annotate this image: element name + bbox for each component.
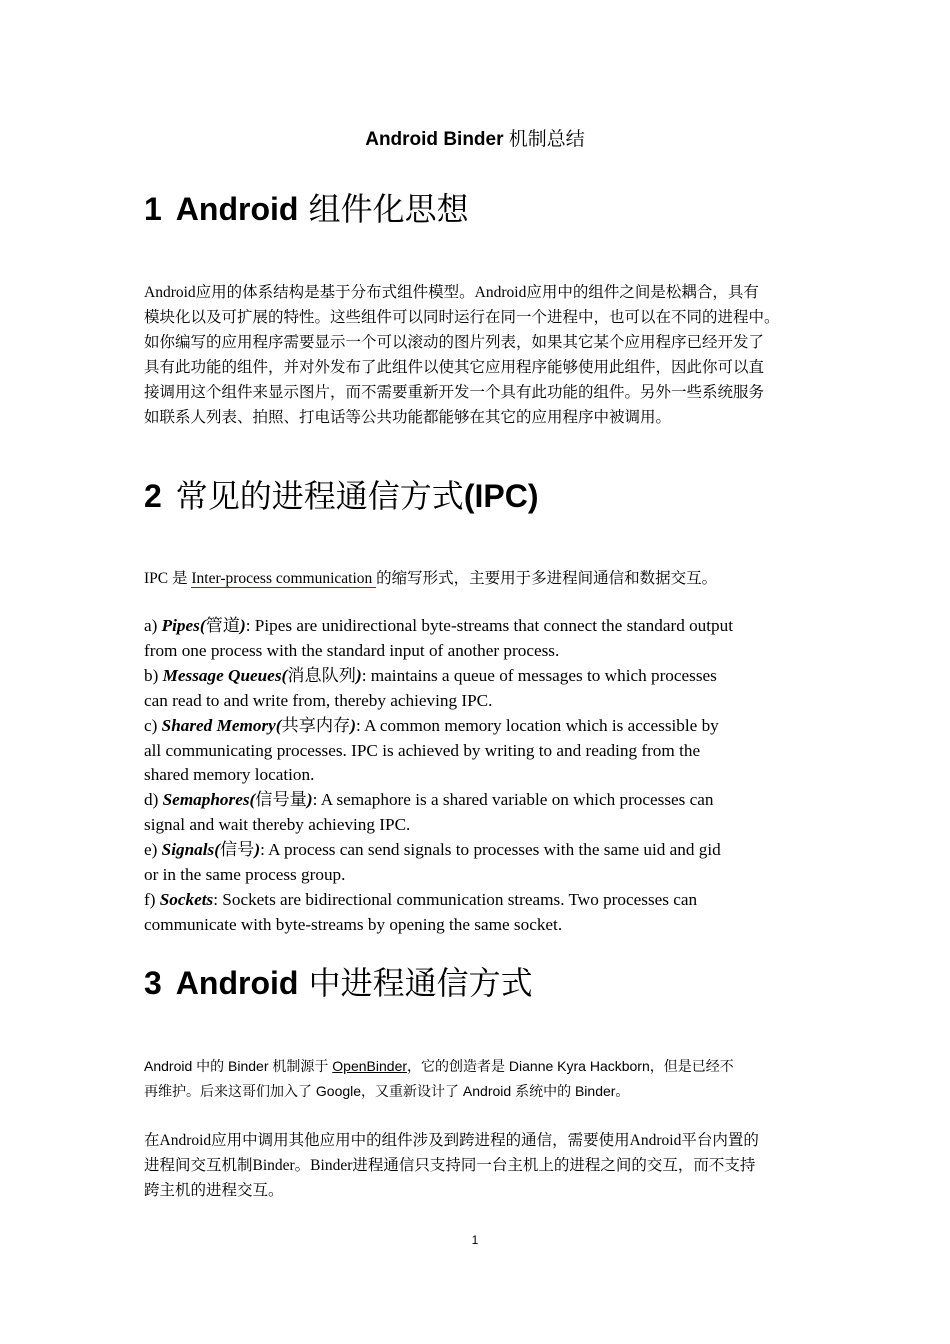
section-3-heading: 3 Android 中进程通信方式 <box>144 964 533 1002</box>
section-2-heading: 2 常见的进程通信方式(IPC) <box>144 477 539 515</box>
list-item: e) Signals(信号): A process can send signals to processes with the same uid and gid or in the same process group. <box>144 840 721 885</box>
section-3-paragraph-2: 在Android应用中调用其他应用中的组件涉及到跨进程的通信，需要使用Android平台内置的 进程间交互机制Binder。Binder进程通信只支持同一台主机上的进程之间的交互，而不支持 跨主机的进程交互。 <box>144 1132 759 1199</box>
section-1-heading: 1 Android 组件化思想 <box>144 190 469 228</box>
ipc-methods-list <box>144 614 824 938</box>
list-item: f) Sockets: Sockets are bidirectional communication streams. Two processes can communicate with byte-streams by opening the same socket. <box>144 889 698 934</box>
list-item: a) Pipes(管道): Pipes are unidirectional byte-streams that connect the standard output from one process with the standard input of another process. <box>144 616 734 660</box>
list-item: d) Semaphores(信号量): A semaphore is a shared variable on which processes can signal and wait thereby achieving IPC. <box>144 790 714 835</box>
section-1-paragraph: Android应用的体系结构是基于分布式组件模型。Android应用中的组件之间是松耦合，具有 模块化以及可扩展的特性。这些组件可以同时运行在同一个进程中，也可以在不同的进程中。 如你编写的应用程序需要显示一个可以滚动的图片列表，如果其它某个应用程序已经开发了 具有此功能的组件，并对外发布了此组件以使其它应用程序能够使用此组件，因此你可以直 接调用这个组件来显示图片，而不需要重新开发一个具有此功能的组件。另外一些系统服务 如联系人列表、拍照、打电话等公共功能都能够在其它的应用程序中被调用。 <box>144 284 780 426</box>
section-2-intro: IPC 是 Inter-process communication 的缩写形式，主要用于多进程间通信和数据交互。 <box>144 570 718 587</box>
section-3-paragraph-1: Android 中的 Binder 机制源于 OpenBinder，它的创造者是 Dianne Kyra Hackborn，但是已经不 再维护。后来这哥们加入了 Google，又重新设计了 Android 系统中的 Binder。 <box>144 1058 734 1099</box>
page-number: 1 <box>471 1233 479 1247</box>
document-title: Android Binder 机制总结 <box>365 129 585 150</box>
ipc-definition-link[interactable]: Inter-process communication <box>191 570 377 587</box>
list-item: c) Shared Memory(共享内存): A common memory location which is accessible by all communicating processes. IPC is achieved by writing to and reading from the shared memory location. <box>144 715 719 785</box>
openbinder-link[interactable]: OpenBinder <box>332 1058 408 1074</box>
list-item: b) Message Queues(消息队列): maintains a queue of messages to which processes can read to and write from, thereby achieving IPC. <box>144 665 717 710</box>
